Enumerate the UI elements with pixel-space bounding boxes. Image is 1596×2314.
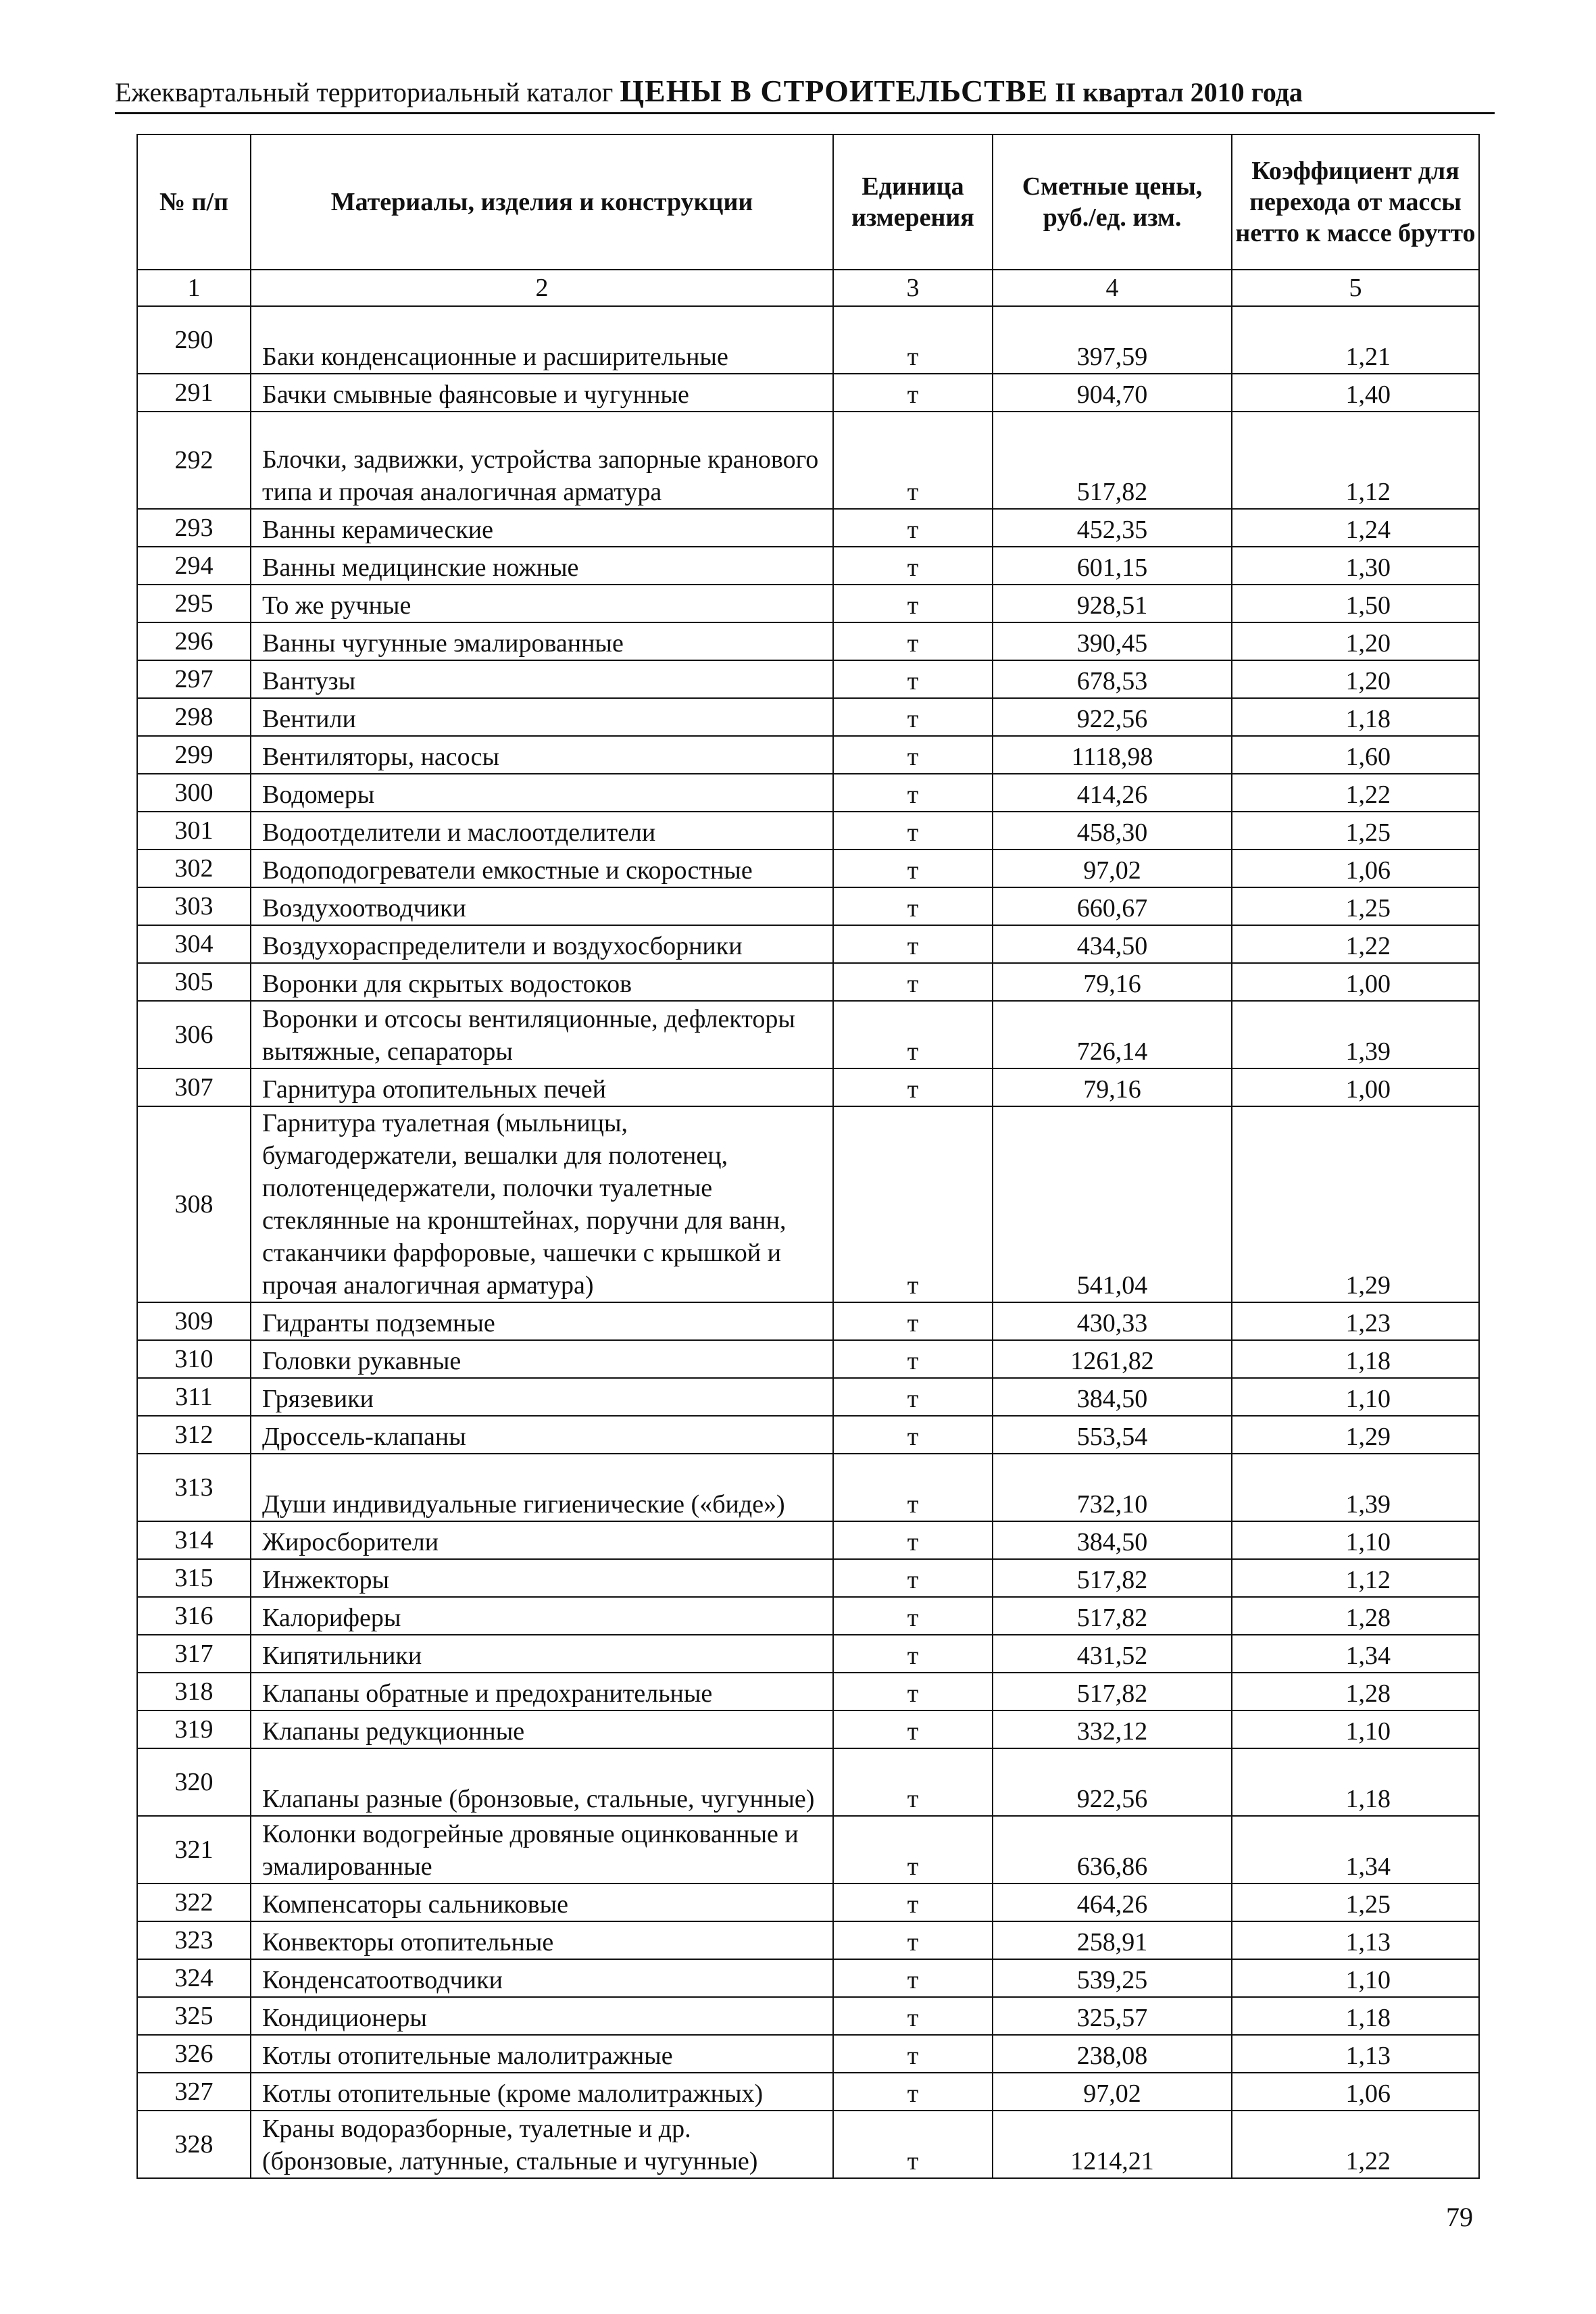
material-name: Гарнитура туалетная (мыльницы, бумагодержатели, вешалки для полотенец, полотенцедержатели, полочки туалетные стеклянные на кронштейнах, поручни для ванн, стаканчики фарфоровые, чашечки с крышкой и прочая аналогичная арматура) xyxy=(251,1106,833,1302)
material-name: Воронки и отсосы вентиляционные, дефлекторы вытяжные, сепараторы xyxy=(251,1001,833,1068)
gross-weight-coefficient: 1,39 xyxy=(1232,1001,1479,1068)
table-row xyxy=(137,1521,1479,1559)
column-header-price: Сметные цены, руб./ед. изм. xyxy=(993,134,1232,270)
material-name: Гарнитура отопительных печей xyxy=(251,1068,833,1106)
table-row xyxy=(137,1302,1479,1340)
page-header xyxy=(115,73,1493,111)
material-name: Колонки водогрейные дровяные оцинкованные и эмалированные xyxy=(251,1816,833,1884)
table-row xyxy=(137,698,1479,736)
gross-weight-coefficient: 1,21 xyxy=(1232,306,1479,374)
row-number: 291 xyxy=(137,374,251,412)
material-name: Дроссель-клапаны xyxy=(251,1416,833,1454)
estimated-price: 541,04 xyxy=(993,1106,1232,1302)
table-row xyxy=(137,1673,1479,1710)
estimated-price: 904,70 xyxy=(993,374,1232,412)
table-row xyxy=(137,660,1479,698)
gross-weight-coefficient: 1,24 xyxy=(1232,509,1479,547)
material-name: Компенсаторы сальниковые xyxy=(251,1884,833,1921)
gross-weight-coefficient: 1,13 xyxy=(1232,1921,1479,1959)
estimated-price: 678,53 xyxy=(993,660,1232,698)
unit-of-measure: т xyxy=(833,963,993,1001)
unit-of-measure: т xyxy=(833,1068,993,1106)
gross-weight-coefficient: 1,22 xyxy=(1232,925,1479,963)
material-name: Калориферы xyxy=(251,1597,833,1635)
table-row xyxy=(137,1816,1479,1884)
material-name: Бачки смывные фаянсовые и чугунные xyxy=(251,374,833,412)
material-name: Вентиляторы, насосы xyxy=(251,736,833,774)
header-title: ЦЕНЫ В СТРОИТЕЛЬСТВЕ xyxy=(620,74,1049,108)
row-number: 292 xyxy=(137,412,251,509)
gross-weight-coefficient: 1,18 xyxy=(1232,1340,1479,1378)
unit-of-measure: т xyxy=(833,374,993,412)
material-name: Жиросборители xyxy=(251,1521,833,1559)
row-number: 301 xyxy=(137,812,251,850)
gross-weight-coefficient: 1,23 xyxy=(1232,1302,1479,1340)
estimated-price: 384,50 xyxy=(993,1378,1232,1416)
gross-weight-coefficient: 1,29 xyxy=(1232,1106,1479,1302)
row-number: 310 xyxy=(137,1340,251,1378)
material-name: Воздухораспределители и воздухосборники xyxy=(251,925,833,963)
unit-of-measure: т xyxy=(833,1921,993,1959)
unit-of-measure: т xyxy=(833,1340,993,1378)
unit-of-measure: т xyxy=(833,1597,993,1635)
gross-weight-coefficient: 1,25 xyxy=(1232,1884,1479,1921)
unit-of-measure: т xyxy=(833,547,993,585)
gross-weight-coefficient: 1,20 xyxy=(1232,622,1479,660)
row-number: 290 xyxy=(137,306,251,374)
gross-weight-coefficient: 1,12 xyxy=(1232,1559,1479,1597)
table-row xyxy=(137,1454,1479,1521)
gross-weight-coefficient: 1,22 xyxy=(1232,774,1479,812)
estimated-price: 390,45 xyxy=(993,622,1232,660)
estimated-price: 397,59 xyxy=(993,306,1232,374)
gross-weight-coefficient: 1,25 xyxy=(1232,887,1479,925)
material-name: Головки рукавные xyxy=(251,1340,833,1378)
unit-of-measure: т xyxy=(833,1302,993,1340)
unit-of-measure: т xyxy=(833,660,993,698)
unit-of-measure: т xyxy=(833,585,993,622)
estimated-price: 726,14 xyxy=(993,1001,1232,1068)
table-row xyxy=(137,1710,1479,1748)
gross-weight-coefficient: 1,34 xyxy=(1232,1635,1479,1673)
estimated-price: 458,30 xyxy=(993,812,1232,850)
material-name: Ванны керамические xyxy=(251,509,833,547)
unit-of-measure: т xyxy=(833,306,993,374)
row-number: 304 xyxy=(137,925,251,963)
table-row xyxy=(137,1001,1479,1068)
table-row xyxy=(137,1884,1479,1921)
table-row xyxy=(137,812,1479,850)
table-row xyxy=(137,1959,1479,1997)
material-name: То же ручные xyxy=(251,585,833,622)
gross-weight-coefficient: 1,18 xyxy=(1232,698,1479,736)
row-number: 327 xyxy=(137,2073,251,2111)
estimated-price: 325,57 xyxy=(993,1997,1232,2035)
estimated-price: 928,51 xyxy=(993,585,1232,622)
estimated-price: 384,50 xyxy=(993,1521,1232,1559)
row-number: 298 xyxy=(137,698,251,736)
gross-weight-coefficient: 1,10 xyxy=(1232,1378,1479,1416)
row-number: 318 xyxy=(137,1673,251,1710)
table-row xyxy=(137,622,1479,660)
estimated-price: 97,02 xyxy=(993,850,1232,887)
unit-of-measure: т xyxy=(833,1997,993,2035)
unit-of-measure: т xyxy=(833,1710,993,1748)
table-row xyxy=(137,1559,1479,1597)
gross-weight-coefficient: 1,06 xyxy=(1232,850,1479,887)
column-number: 2 xyxy=(251,270,833,306)
column-header-unit: Единица измерения xyxy=(833,134,993,270)
row-number: 322 xyxy=(137,1884,251,1921)
unit-of-measure: т xyxy=(833,1106,993,1302)
estimated-price: 517,82 xyxy=(993,412,1232,509)
unit-of-measure: т xyxy=(833,812,993,850)
material-name: Водомеры xyxy=(251,774,833,812)
unit-of-measure: т xyxy=(833,1521,993,1559)
material-name: Воронки для скрытых водостоков xyxy=(251,963,833,1001)
unit-of-measure: т xyxy=(833,2111,993,2178)
unit-of-measure: т xyxy=(833,1673,993,1710)
material-name: Клапаны разные (бронзовые, стальные, чугунные) xyxy=(251,1748,833,1816)
material-name: Кипятильники xyxy=(251,1635,833,1673)
table-row xyxy=(137,1068,1479,1106)
table-row xyxy=(137,1921,1479,1959)
row-number: 311 xyxy=(137,1378,251,1416)
table-row xyxy=(137,887,1479,925)
estimated-price: 238,08 xyxy=(993,2035,1232,2073)
estimated-price: 660,67 xyxy=(993,887,1232,925)
estimated-price: 922,56 xyxy=(993,698,1232,736)
estimated-price: 1214,21 xyxy=(993,2111,1232,2178)
material-name: Водоотделители и маслоотделители xyxy=(251,812,833,850)
gross-weight-coefficient: 1,10 xyxy=(1232,1521,1479,1559)
table-row xyxy=(137,509,1479,547)
material-name: Краны водоразборные, туалетные и др. (бронзовые, латунные, стальные и чугунные) xyxy=(251,2111,833,2178)
unit-of-measure: т xyxy=(833,1454,993,1521)
material-name: Клапаны редукционные xyxy=(251,1710,833,1748)
row-number: 317 xyxy=(137,1635,251,1673)
row-number: 323 xyxy=(137,1921,251,1959)
row-number: 314 xyxy=(137,1521,251,1559)
estimated-price: 517,82 xyxy=(993,1673,1232,1710)
row-number: 297 xyxy=(137,660,251,698)
gross-weight-coefficient: 1,22 xyxy=(1232,2111,1479,2178)
column-number: 1 xyxy=(137,270,251,306)
gross-weight-coefficient: 1,25 xyxy=(1232,812,1479,850)
table-row xyxy=(137,1416,1479,1454)
unit-of-measure: т xyxy=(833,1816,993,1884)
row-number: 305 xyxy=(137,963,251,1001)
table-row xyxy=(137,374,1479,412)
estimated-price: 601,15 xyxy=(993,547,1232,585)
material-name: Кондиционеры xyxy=(251,1997,833,2035)
table-row xyxy=(137,412,1479,509)
row-number: 325 xyxy=(137,1997,251,2035)
gross-weight-coefficient: 1,00 xyxy=(1232,963,1479,1001)
table-row xyxy=(137,1997,1479,2035)
material-name: Конденсатоотводчики xyxy=(251,1959,833,1997)
table-row xyxy=(137,1106,1479,1302)
row-number: 300 xyxy=(137,774,251,812)
gross-weight-coefficient: 1,10 xyxy=(1232,1710,1479,1748)
row-number: 295 xyxy=(137,585,251,622)
unit-of-measure: т xyxy=(833,774,993,812)
column-header-num: № п/п xyxy=(137,134,251,270)
table-row xyxy=(137,1340,1479,1378)
material-name: Вантузы xyxy=(251,660,833,698)
estimated-price: 636,86 xyxy=(993,1816,1232,1884)
gross-weight-coefficient: 1,60 xyxy=(1232,736,1479,774)
estimated-price: 517,82 xyxy=(993,1597,1232,1635)
row-number: 308 xyxy=(137,1106,251,1302)
estimated-price: 258,91 xyxy=(993,1921,1232,1959)
column-number: 3 xyxy=(833,270,993,306)
row-number: 328 xyxy=(137,2111,251,2178)
estimated-price: 79,16 xyxy=(993,1068,1232,1106)
gross-weight-coefficient: 1,29 xyxy=(1232,1416,1479,1454)
material-name: Конвекторы отопительные xyxy=(251,1921,833,1959)
header-rule xyxy=(115,112,1495,114)
row-number: 299 xyxy=(137,736,251,774)
estimated-price: 452,35 xyxy=(993,509,1232,547)
row-number: 315 xyxy=(137,1559,251,1597)
material-name: Ванны медицинские ножные xyxy=(251,547,833,585)
unit-of-measure: т xyxy=(833,2035,993,2073)
table-row xyxy=(137,1597,1479,1635)
row-number: 307 xyxy=(137,1068,251,1106)
table-row xyxy=(137,547,1479,585)
row-number: 316 xyxy=(137,1597,251,1635)
unit-of-measure: т xyxy=(833,2073,993,2111)
unit-of-measure: т xyxy=(833,1635,993,1673)
table-row xyxy=(137,963,1479,1001)
row-number: 320 xyxy=(137,1748,251,1816)
material-name: Клапаны обратные и предохранительные xyxy=(251,1673,833,1710)
column-number: 4 xyxy=(993,270,1232,306)
material-name: Баки конденсационные и расширительные xyxy=(251,306,833,374)
unit-of-measure: т xyxy=(833,698,993,736)
table-row xyxy=(137,1635,1479,1673)
material-name: Котлы отопительные (кроме малолитражных) xyxy=(251,2073,833,2111)
estimated-price: 1118,98 xyxy=(993,736,1232,774)
column-header-coef: Коэффициент для перехода от массы нетто к массе брутто xyxy=(1232,134,1479,270)
unit-of-measure: т xyxy=(833,509,993,547)
header-prefix: Ежеквартальный территориальный каталог xyxy=(115,77,614,107)
header-period: II квартал 2010 года xyxy=(1055,77,1303,107)
row-number: 293 xyxy=(137,509,251,547)
gross-weight-coefficient: 1,00 xyxy=(1232,1068,1479,1106)
row-number: 324 xyxy=(137,1959,251,1997)
gross-weight-coefficient: 1,39 xyxy=(1232,1454,1479,1521)
material-name: Ванны чугунные эмалированные xyxy=(251,622,833,660)
row-number: 309 xyxy=(137,1302,251,1340)
estimated-price: 97,02 xyxy=(993,2073,1232,2111)
page-number: 79 xyxy=(1446,2202,1473,2232)
estimated-price: 517,82 xyxy=(993,1559,1232,1597)
gross-weight-coefficient: 1,13 xyxy=(1232,2035,1479,2073)
row-number: 303 xyxy=(137,887,251,925)
column-number: 5 xyxy=(1232,270,1479,306)
unit-of-measure: т xyxy=(833,1378,993,1416)
column-number-row xyxy=(137,270,1479,306)
unit-of-measure: т xyxy=(833,1884,993,1921)
gross-weight-coefficient: 1,28 xyxy=(1232,1597,1479,1635)
unit-of-measure: т xyxy=(833,850,993,887)
estimated-price: 553,54 xyxy=(993,1416,1232,1454)
table-header-row xyxy=(137,134,1479,270)
row-number: 313 xyxy=(137,1454,251,1521)
unit-of-measure: т xyxy=(833,412,993,509)
table-row xyxy=(137,2111,1479,2178)
gross-weight-coefficient: 1,10 xyxy=(1232,1959,1479,1997)
estimated-price: 431,52 xyxy=(993,1635,1232,1673)
row-number: 302 xyxy=(137,850,251,887)
gross-weight-coefficient: 1,50 xyxy=(1232,585,1479,622)
unit-of-measure: т xyxy=(833,736,993,774)
column-header-name: Материалы, изделия и конструкции xyxy=(251,134,833,270)
material-name: Гидранты подземные xyxy=(251,1302,833,1340)
table-row xyxy=(137,1748,1479,1816)
estimated-price: 434,50 xyxy=(993,925,1232,963)
unit-of-measure: т xyxy=(833,1748,993,1816)
unit-of-measure: т xyxy=(833,1001,993,1068)
gross-weight-coefficient: 1,18 xyxy=(1232,1748,1479,1816)
gross-weight-coefficient: 1,20 xyxy=(1232,660,1479,698)
material-name: Инжекторы xyxy=(251,1559,833,1597)
unit-of-measure: т xyxy=(833,1416,993,1454)
unit-of-measure: т xyxy=(833,925,993,963)
table-row xyxy=(137,774,1479,812)
estimated-price: 539,25 xyxy=(993,1959,1232,1997)
material-name: Вентили xyxy=(251,698,833,736)
material-name: Блочки, задвижки, устройства запорные кранового типа и прочая аналогичная арматура xyxy=(251,412,833,509)
estimated-price: 79,16 xyxy=(993,963,1232,1001)
table-row xyxy=(137,306,1479,374)
table-row xyxy=(137,736,1479,774)
table-body xyxy=(137,306,1479,2178)
unit-of-measure: т xyxy=(833,622,993,660)
table-row xyxy=(137,850,1479,887)
estimated-price: 922,56 xyxy=(993,1748,1232,1816)
material-name: Грязевики xyxy=(251,1378,833,1416)
row-number: 306 xyxy=(137,1001,251,1068)
row-number: 326 xyxy=(137,2035,251,2073)
gross-weight-coefficient: 1,34 xyxy=(1232,1816,1479,1884)
gross-weight-coefficient: 1,40 xyxy=(1232,374,1479,412)
estimated-price: 332,12 xyxy=(993,1710,1232,1748)
estimated-price: 414,26 xyxy=(993,774,1232,812)
estimated-price: 732,10 xyxy=(993,1454,1232,1521)
estimated-price: 430,33 xyxy=(993,1302,1232,1340)
material-name: Воздухоотводчики xyxy=(251,887,833,925)
row-number: 312 xyxy=(137,1416,251,1454)
table-row xyxy=(137,1378,1479,1416)
table-row xyxy=(137,2035,1479,2073)
row-number: 294 xyxy=(137,547,251,585)
unit-of-measure: т xyxy=(833,1959,993,1997)
material-name: Души индивидуальные гигиенические («биде») xyxy=(251,1454,833,1521)
table-row xyxy=(137,925,1479,963)
row-number: 319 xyxy=(137,1710,251,1748)
row-number: 321 xyxy=(137,1816,251,1884)
unit-of-measure: т xyxy=(833,887,993,925)
row-number: 296 xyxy=(137,622,251,660)
material-name: Котлы отопительные малолитражные xyxy=(251,2035,833,2073)
gross-weight-coefficient: 1,30 xyxy=(1232,547,1479,585)
estimated-price: 1261,82 xyxy=(993,1340,1232,1378)
unit-of-measure: т xyxy=(833,1559,993,1597)
material-name: Водоподогреватели емкостные и скоростные xyxy=(251,850,833,887)
gross-weight-coefficient: 1,28 xyxy=(1232,1673,1479,1710)
price-catalog-table xyxy=(136,134,1480,2179)
gross-weight-coefficient: 1,06 xyxy=(1232,2073,1479,2111)
gross-weight-coefficient: 1,12 xyxy=(1232,412,1479,509)
table-row xyxy=(137,585,1479,622)
table-row xyxy=(137,2073,1479,2111)
estimated-price: 464,26 xyxy=(993,1884,1232,1921)
gross-weight-coefficient: 1,18 xyxy=(1232,1997,1479,2035)
